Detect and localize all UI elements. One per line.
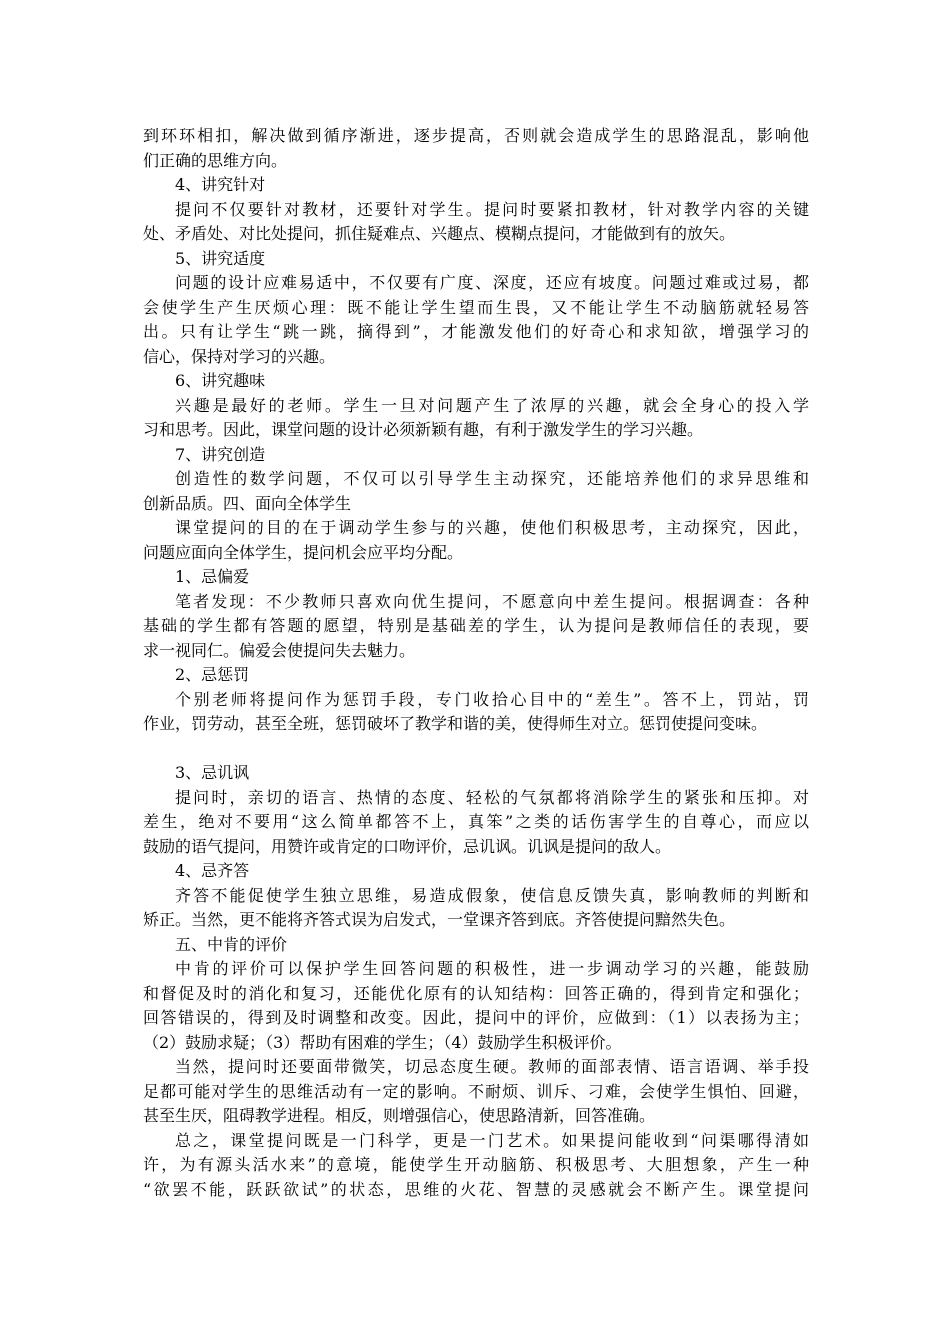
document-body — [143, 124, 809, 1202]
text-line: 创造性的数学问题，不仅可以引导学生主动探究，还能培养他们的求异思维和 — [175, 469, 809, 488]
text-line: 会使学生产生厌烦心理：既不能让学生望而生畏，又不能让学生不动脑筋就轻易答 — [143, 297, 809, 317]
text-line: 求一视同仁。偏爱会使提问失去魅力。 — [143, 640, 416, 660]
text-line: 足都可能对学生的思维活动有一定的影响。不耐烦、训斥、刁难，会使学生惧怕、回避， — [143, 1081, 809, 1101]
text-line: 4、忌齐答 — [175, 861, 250, 880]
text-line: 甚至生厌，阻碍教学进程。相反，则增强信心，使思路清新，回答准确。 — [143, 1106, 656, 1125]
text-line: 笔者发现：不少教师只喜欢向优生提问，不愿意向中差生提问。根据调查：各种 — [175, 591, 809, 611]
text-line: 提问时，亲切的语言、热情的态度、轻松的气氛都将消除学生的紧张和压抑。对 — [175, 787, 809, 807]
text-line: 个别老师将提问作为惩罚手段，专门收拾心目中的“差生”。答不上，罚站，罚 — [175, 689, 809, 709]
text-line: 6、讲究趣味 — [175, 371, 266, 390]
text-line — [143, 737, 809, 762]
text-line: 总之，课堂提问既是一门科学，更是一门艺术。如果提问能收到“问渠哪得清如 — [175, 1130, 809, 1150]
text-line: 处、矛盾处、对比处提问，抓住疑难点、兴趣点、模糊点提问，才能做到有的放矢。 — [143, 224, 736, 243]
text-line: 4、讲究针对 — [175, 175, 266, 194]
text-line: 作业，罚劳动，甚至全班，惩罚破坏了教学和谐的美，使得师生对立。惩罚使提问变味。 — [143, 714, 768, 733]
text-line: 5、讲究适度 — [175, 248, 266, 268]
text-line: 兴趣是最好的老师。学生一旦对问题产生了浓厚的兴趣，就会全身心的投入学 — [175, 395, 809, 415]
text-line: 中肯的评价可以保护学生回答问题的积极性，进一步调动学习的兴趣，能鼓励 — [175, 959, 809, 978]
text-line: 差生，绝对不要用“这么简单都答不上，真笨”之类的话伤害学生的自尊心，而应以 — [143, 812, 809, 831]
text-line: 许，为有源头活水来”的意境，能使学生开动脑筋、积极思考、大胆想象，产生一种 — [143, 1155, 809, 1174]
text-line: （2）鼓励求疑；（3）帮助有困难的学生；（4）鼓励学生积极评价。 — [143, 1032, 622, 1052]
text-line: 当然，提问时还要面带微笑，切忌态度生硬。教师的面部表情、语言语调、举手投 — [175, 1057, 809, 1076]
text-line: 基础的学生都有答题的愿望，特别是基础差的学生，认为提问是教师信任的表现，要 — [143, 616, 809, 635]
text-line: 7、讲究创造 — [175, 444, 266, 464]
text-line: 们正确的思维方向。 — [143, 150, 288, 170]
text-line: 问题应面向全体学生，提问机会应平均分配。 — [143, 542, 464, 562]
text-line: 习和思考。因此，课堂问题的设计必须新颖有趣，有利于激发学生的学习兴趣。 — [143, 420, 704, 439]
text-line: 五、中肯的评价 — [175, 934, 288, 954]
text-line: 3、忌讥讽 — [175, 763, 250, 782]
text-line: 和督促及时的消化和复习，还能优化原有的认知结构：回答正确的，得到肯定和强化； — [143, 983, 809, 1003]
text-line: 回答错误的，得到及时调整和改变。因此，提问中的评价，应做到：（1）以表扬为主； — [143, 1008, 809, 1027]
text-line: 课堂提问的目的在于调动学生参与的兴趣，使他们积极思考，主动探究，因此， — [175, 518, 809, 537]
text-line: 鼓励的语气提问，用赞许或肯定的口吻评价，忌讥讽。讥讽是提问的敌人。 — [143, 836, 672, 856]
text-line: 2、忌惩罚 — [175, 665, 250, 684]
text-line: 矫正。当然，更不能将齐答式误为启发式，一堂课齐答到底。齐答使提问黯然失色。 — [143, 910, 736, 929]
text-line: “欲罢不能，跃跃欲试”的状态，思维的火花、智慧的灵感就会不断产生。课堂提问 — [143, 1179, 809, 1199]
text-line: 问题的设计应难易适中，不仅要有广度、深度，还应有坡度。问题过难或过易，都 — [175, 273, 809, 292]
text-line: 创新品质。四、面向全体学生 — [143, 493, 352, 513]
text-line: 出。只有让学生“跳一跳，摘得到”，才能激发他们的好奇心和求知欲，增强学习的 — [143, 322, 809, 341]
text-line: 1、忌偏爱 — [175, 567, 250, 586]
text-line: 到环环相扣，解决做到循序渐进，逐步提高，否则就会造成学生的思路混乱，影响他 — [143, 126, 809, 145]
text-line: 齐答不能促使学生独立思维，易造成假象，使信息反馈失真，影响教师的判断和 — [175, 885, 809, 905]
text-line: 提问不仅要针对教材，还要针对学生。提问时要紧扣教材，针对教学内容的关键 — [175, 199, 809, 219]
text-line: 信心，保持对学习的兴趣。 — [143, 346, 336, 366]
